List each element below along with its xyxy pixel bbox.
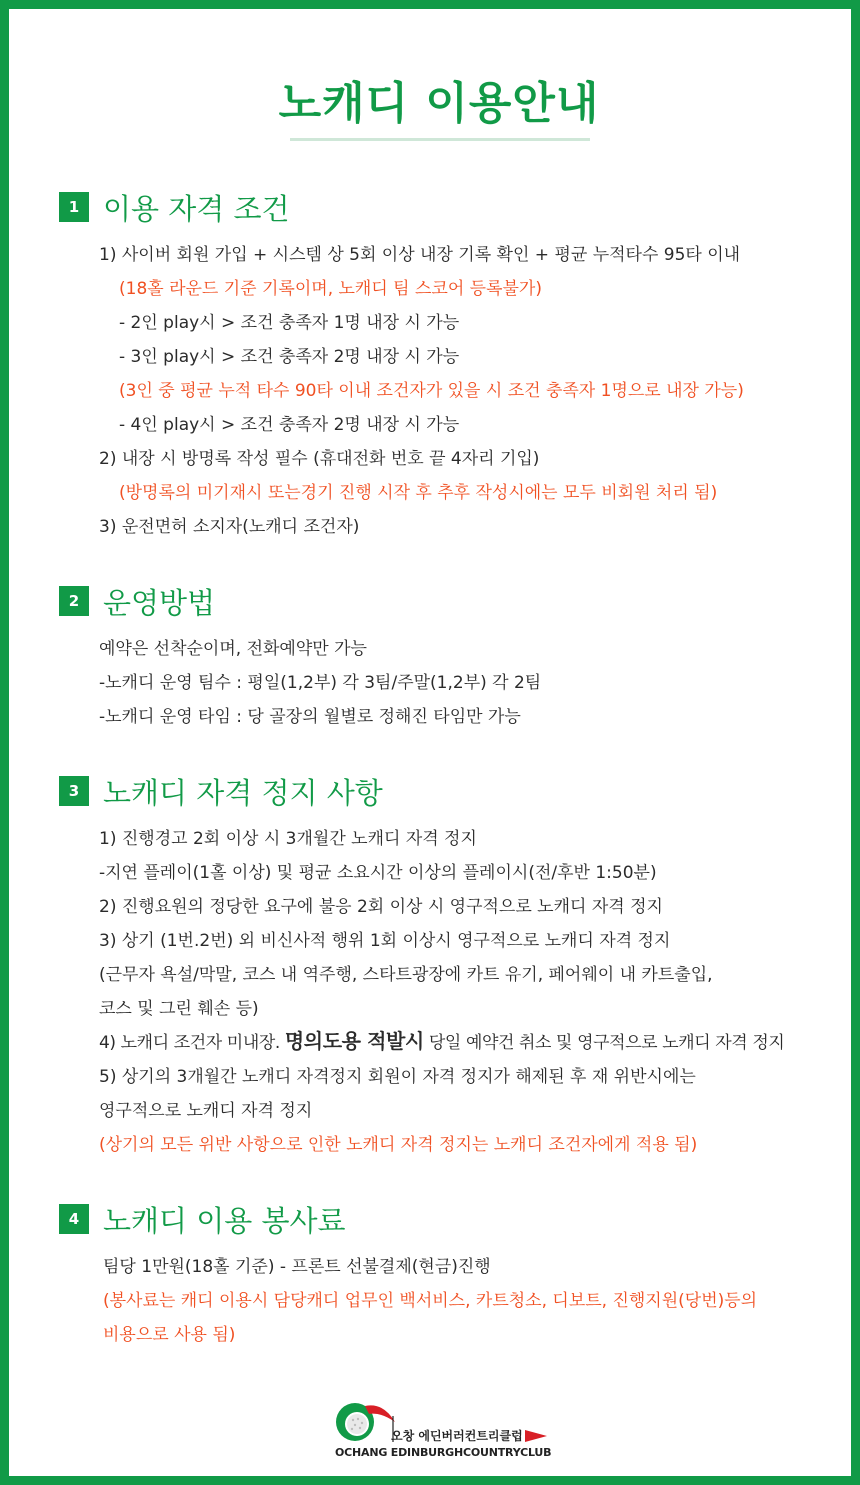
s3-line-5: (근무자 욕설/막말, 코스 내 역주행, 스타트광장에 카트 유기, 페어웨이 내 카트출입, <box>99 965 713 985</box>
s2-line-1: 예약은 선착순이며, 전화예약만 가능 <box>99 639 367 659</box>
red-flag-icon <box>525 1430 547 1442</box>
s4-line-3-notice: 비용으로 사용 됨) <box>103 1325 236 1345</box>
s3-line-7-pre: 4) 노캐디 조건자 미내장. <box>99 1033 285 1053</box>
section-title: 노캐디 자격 정지 사항 <box>103 775 383 810</box>
s1-line-9: 3) 운전면허 소지자(노캐디 조건자) <box>99 517 360 537</box>
section-3-header <box>59 775 383 810</box>
s3-line-9: 영구적으로 노캐디 자격 정지 <box>99 1101 313 1121</box>
section-number-badge: 3 <box>59 776 89 806</box>
s1-line-5-notice: (3인 중 평균 누적 타수 90타 이내 조건자가 있을 시 조건 충족자 1명으로 내장 가능) <box>119 381 744 401</box>
s1-line-1: 1) 사이버 회원 가입 + 시스템 상 5회 이상 내장 기록 확인 + 평균 누적타수 95타 이내 <box>99 245 741 265</box>
title-underline <box>290 138 590 141</box>
s3-line-7-emphasis: 명의도용 적발시 <box>284 1029 424 1053</box>
section-title: 이용 자격 조건 <box>103 191 290 226</box>
s3-line-10-notice: (상기의 모든 위반 사항으로 인한 노캐디 자격 정지는 노캐디 조건자에게 적용 됨) <box>99 1135 698 1155</box>
s3-line-8: 5) 상기의 3개월간 노캐디 자격정지 회원이 자격 정지가 해제된 후 재 위반시에는 <box>99 1067 696 1087</box>
s1-line-6: - 4인 play시 > 조건 충족자 2명 내장 시 가능 <box>119 415 460 435</box>
s3-line-4: 3) 상기 (1번.2번) 외 비신사적 행위 1회 이상시 영구적으로 노캐디 자격 정지 <box>99 931 671 951</box>
section-1-header <box>59 191 290 226</box>
page-title: 노캐디 이용안내 <box>278 78 600 129</box>
club-logo <box>335 1402 550 1462</box>
s3-line-3: 2) 진행요원의 정당한 요구에 불응 2회 이상 시 영구적으로 노캐디 자격 정지 <box>99 897 663 917</box>
s3-line-2: -지연 플레이(1홀 이상) 및 평균 소요시간 이상의 플레이시(전/후반 1:50분) <box>99 863 657 883</box>
section-number-badge: 4 <box>59 1204 89 1234</box>
s4-line-2-notice: (봉사료는 캐디 이용시 담당캐디 업무인 백서비스, 카트청소, 디보트, 진행지원(당번)등의 <box>103 1291 758 1311</box>
s1-line-3: - 2인 play시 > 조건 충족자 1명 내장 시 가능 <box>119 313 460 333</box>
logo-name-korean: 오창 에딘버러컨트리클럽 <box>391 1429 523 1443</box>
section-4-header <box>59 1203 346 1238</box>
s3-line-1: 1) 진행경고 2회 이상 시 3개월간 노캐디 자격 정지 <box>99 829 477 849</box>
s1-line-2-notice: (18홀 라운드 기준 기록이며, 노캐디 팀 스코어 등록불가) <box>119 279 542 299</box>
s4-line-1: 팀당 1만원(18홀 기준) - 프론트 선불결제(현금)진행 <box>103 1257 491 1277</box>
s3-line-7-post: 당일 예약건 취소 및 영구적으로 노캐디 자격 정지 <box>423 1033 785 1053</box>
section-number-badge: 1 <box>59 192 89 222</box>
s1-line-4: - 3인 play시 > 조건 충족자 2명 내장 시 가능 <box>119 347 460 367</box>
s1-line-7: 2) 내장 시 방명록 작성 필수 (휴대전화 번호 끝 4자리 기입) <box>99 449 540 469</box>
section-title: 운영방법 <box>103 585 216 620</box>
s3-line-7 <box>99 1029 784 1055</box>
s3-line-6: 코스 및 그린 훼손 등) <box>99 999 259 1019</box>
s2-line-2: -노캐디 운영 팀수 : 평일(1,2부) 각 3팀/주말(1,2부) 각 2팀 <box>99 673 542 693</box>
s2-line-3: -노캐디 운영 타임 : 당 골장의 월별로 정해진 타임만 가능 <box>99 707 521 727</box>
section-2-header <box>59 585 216 620</box>
logo-name-english: OCHANG EDINBURGHCOUNTRYCLUB <box>335 1446 552 1459</box>
section-number-badge: 2 <box>59 586 89 616</box>
section-title: 노캐디 이용 봉사료 <box>103 1203 346 1238</box>
s1-line-8-notice: (방명록의 미기재시 또는경기 진행 시작 후 추후 작성시에는 모두 비회원 처리 됨) <box>119 483 718 503</box>
